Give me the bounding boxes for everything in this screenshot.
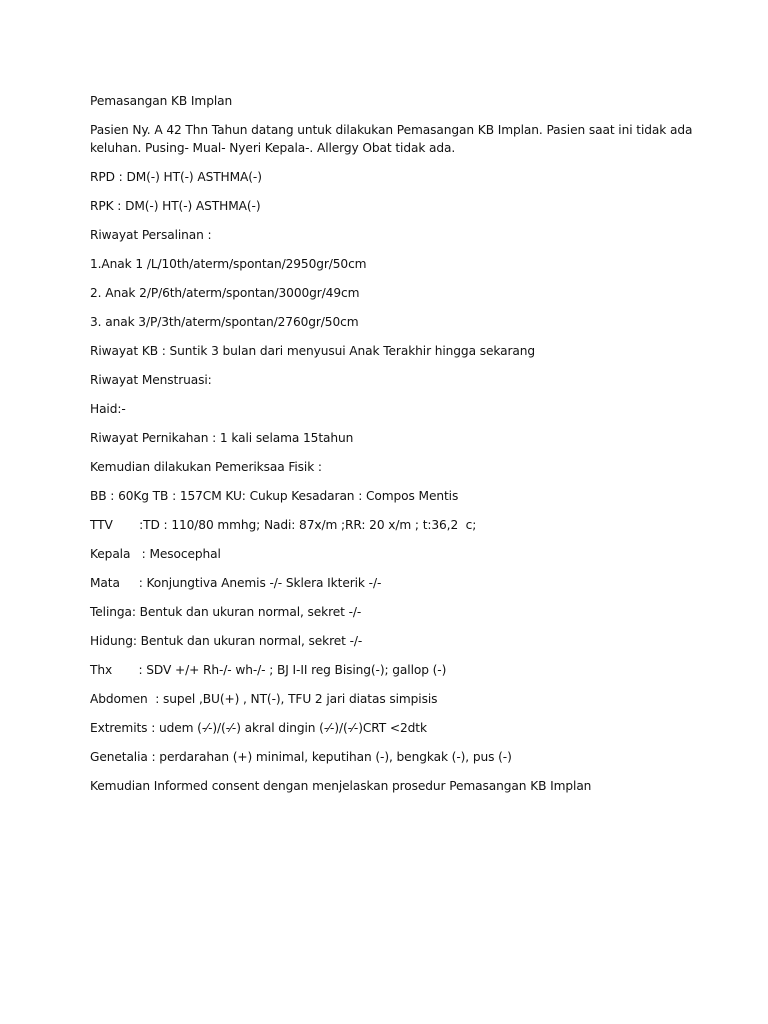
intro-line-1: Pasien Ny. A 42 Thn Tahun datang untuk dilakukan Pemasangan KB Implan. Pasien saat ini tidak ada [90,123,693,137]
bb-tb-line: BB : 60Kg TB : 157CM KU: Cukup Kesadaran : Compos Mentis [90,489,459,503]
genetalia-line: Genetalia : perdarahan (+) minimal, keputihan (-), bengkak (-), pus (-) [90,750,512,764]
anak-1-line: 1.Anak 1 /L/10th/aterm/spontan/2950gr/50cm [90,257,367,271]
kepala-line: Kepala : Mesocephal [90,547,221,561]
abdomen-line: Abdomen : supel ,BU(+) , NT(-), TFU 2 jari diatas simpisis [90,692,438,706]
thx-line: Thx : SDV +/+ Rh-/- wh-/- ; BJ I-II reg Bising(-); gallop (-) [90,663,447,677]
ttv-line: TTV :TD : 110/80 mmhg; Nadi: 87x/m ;RR: 20 x/m ; t:36,2 c; [90,518,477,532]
informed-consent-line: Kemudian Informed consent dengan menjelaskan prosedur Pemasangan KB Implan [90,779,592,793]
riwayat-pernikahan-line: Riwayat Pernikahan : 1 kali selama 15tahun [90,431,354,445]
intro-line-2: keluhan. Pusing- Mual- Nyeri Kepala-. Allergy Obat tidak ada. [90,141,456,155]
rpk-line: RPK : DM(-) HT(-) ASTHMA(-) [90,199,261,213]
pemeriksaan-fisik-heading: Kemudian dilakukan Pemeriksaa Fisik : [90,460,322,474]
anak-3-line: 3. anak 3/P/3th/aterm/spontan/2760gr/50cm [90,315,359,329]
telinga-line: Telinga: Bentuk dan ukuran normal, sekret -/- [90,605,362,619]
hidung-line: Hidung: Bentuk dan ukuran normal, sekret -/- [90,634,363,648]
document-body [90,92,693,795]
anak-2-line: 2. Anak 2/P/6th/aterm/spontan/3000gr/49cm [90,286,360,300]
riwayat-kb-line: Riwayat KB : Suntik 3 bulan dari menyusui Anak Terakhir hingga sekarang [90,344,536,358]
rpd-line: RPD : DM(-) HT(-) ASTHMA(-) [90,170,262,184]
document-title: Pemasangan KB Implan [90,94,233,108]
riwayat-menstruasi-heading: Riwayat Menstruasi: [90,373,212,387]
riwayat-persalinan-heading: Riwayat Persalinan : [90,228,212,242]
haid-line: Haid:- [90,402,126,416]
mata-line: Mata : Konjungtiva Anemis -/- Sklera Ikterik -/- [90,576,382,590]
extremits-line: Extremits : udem (-⁄-)/(-⁄-) akral dingin (-⁄-)/(-⁄-)CRT <2dtk [90,721,427,735]
